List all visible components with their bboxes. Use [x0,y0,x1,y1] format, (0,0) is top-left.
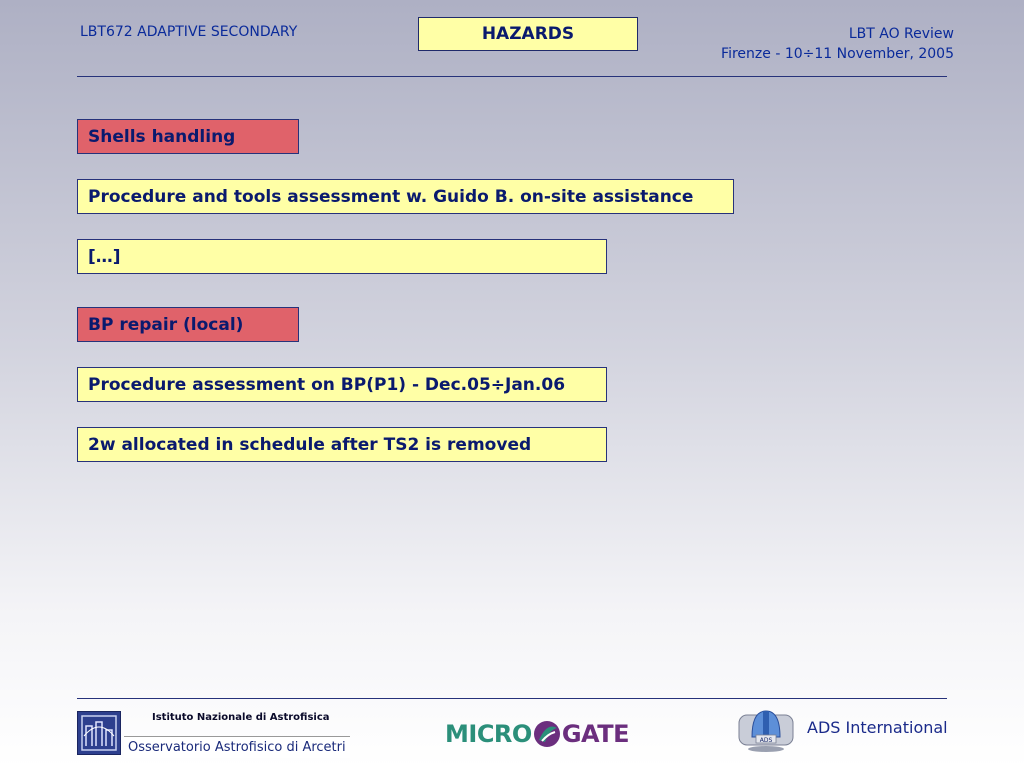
section-heading-shells: Shells handling [77,119,299,154]
microgate-logo [445,716,629,752]
ads-dome-icon [738,707,794,757]
section-heading-bp-repair: BP repair (local) [77,307,299,342]
inaf-observatory: Osservatorio Astrofisico di Arcetri [124,736,350,758]
ads-badge: ADS [759,737,773,744]
bottom-rule [77,698,947,699]
top-rule [77,76,947,77]
review-name: LBT AO Review [848,26,954,42]
inaf-logo-block [77,708,365,760]
item-schedule: 2w allocated in schedule after TS2 is removed [77,427,607,462]
microgate-swirl-icon [533,720,561,748]
inaf-emblem-icon [77,711,121,755]
item-procedure-assessment: Procedure assessment on BP(P1) - Dec.05÷Jan.06 [77,367,607,402]
microgate-part2: GATE [561,720,629,748]
header-right [721,24,954,64]
ads-name: ADS International [807,718,948,737]
inaf-institute: Istituto Nazionale di Astrofisica [152,712,330,723]
slide-title: HAZARDS [418,17,638,51]
item-ellipsis: […] [77,239,607,274]
review-date: Firenze - 10÷11 November, 2005 [721,46,954,62]
microgate-part1: MICRO [445,720,532,748]
item-procedure-tools: Procedure and tools assessment w. Guido B. on-site assistance [77,179,734,214]
header-left: LBT672 ADAPTIVE SECONDARY [80,24,298,40]
